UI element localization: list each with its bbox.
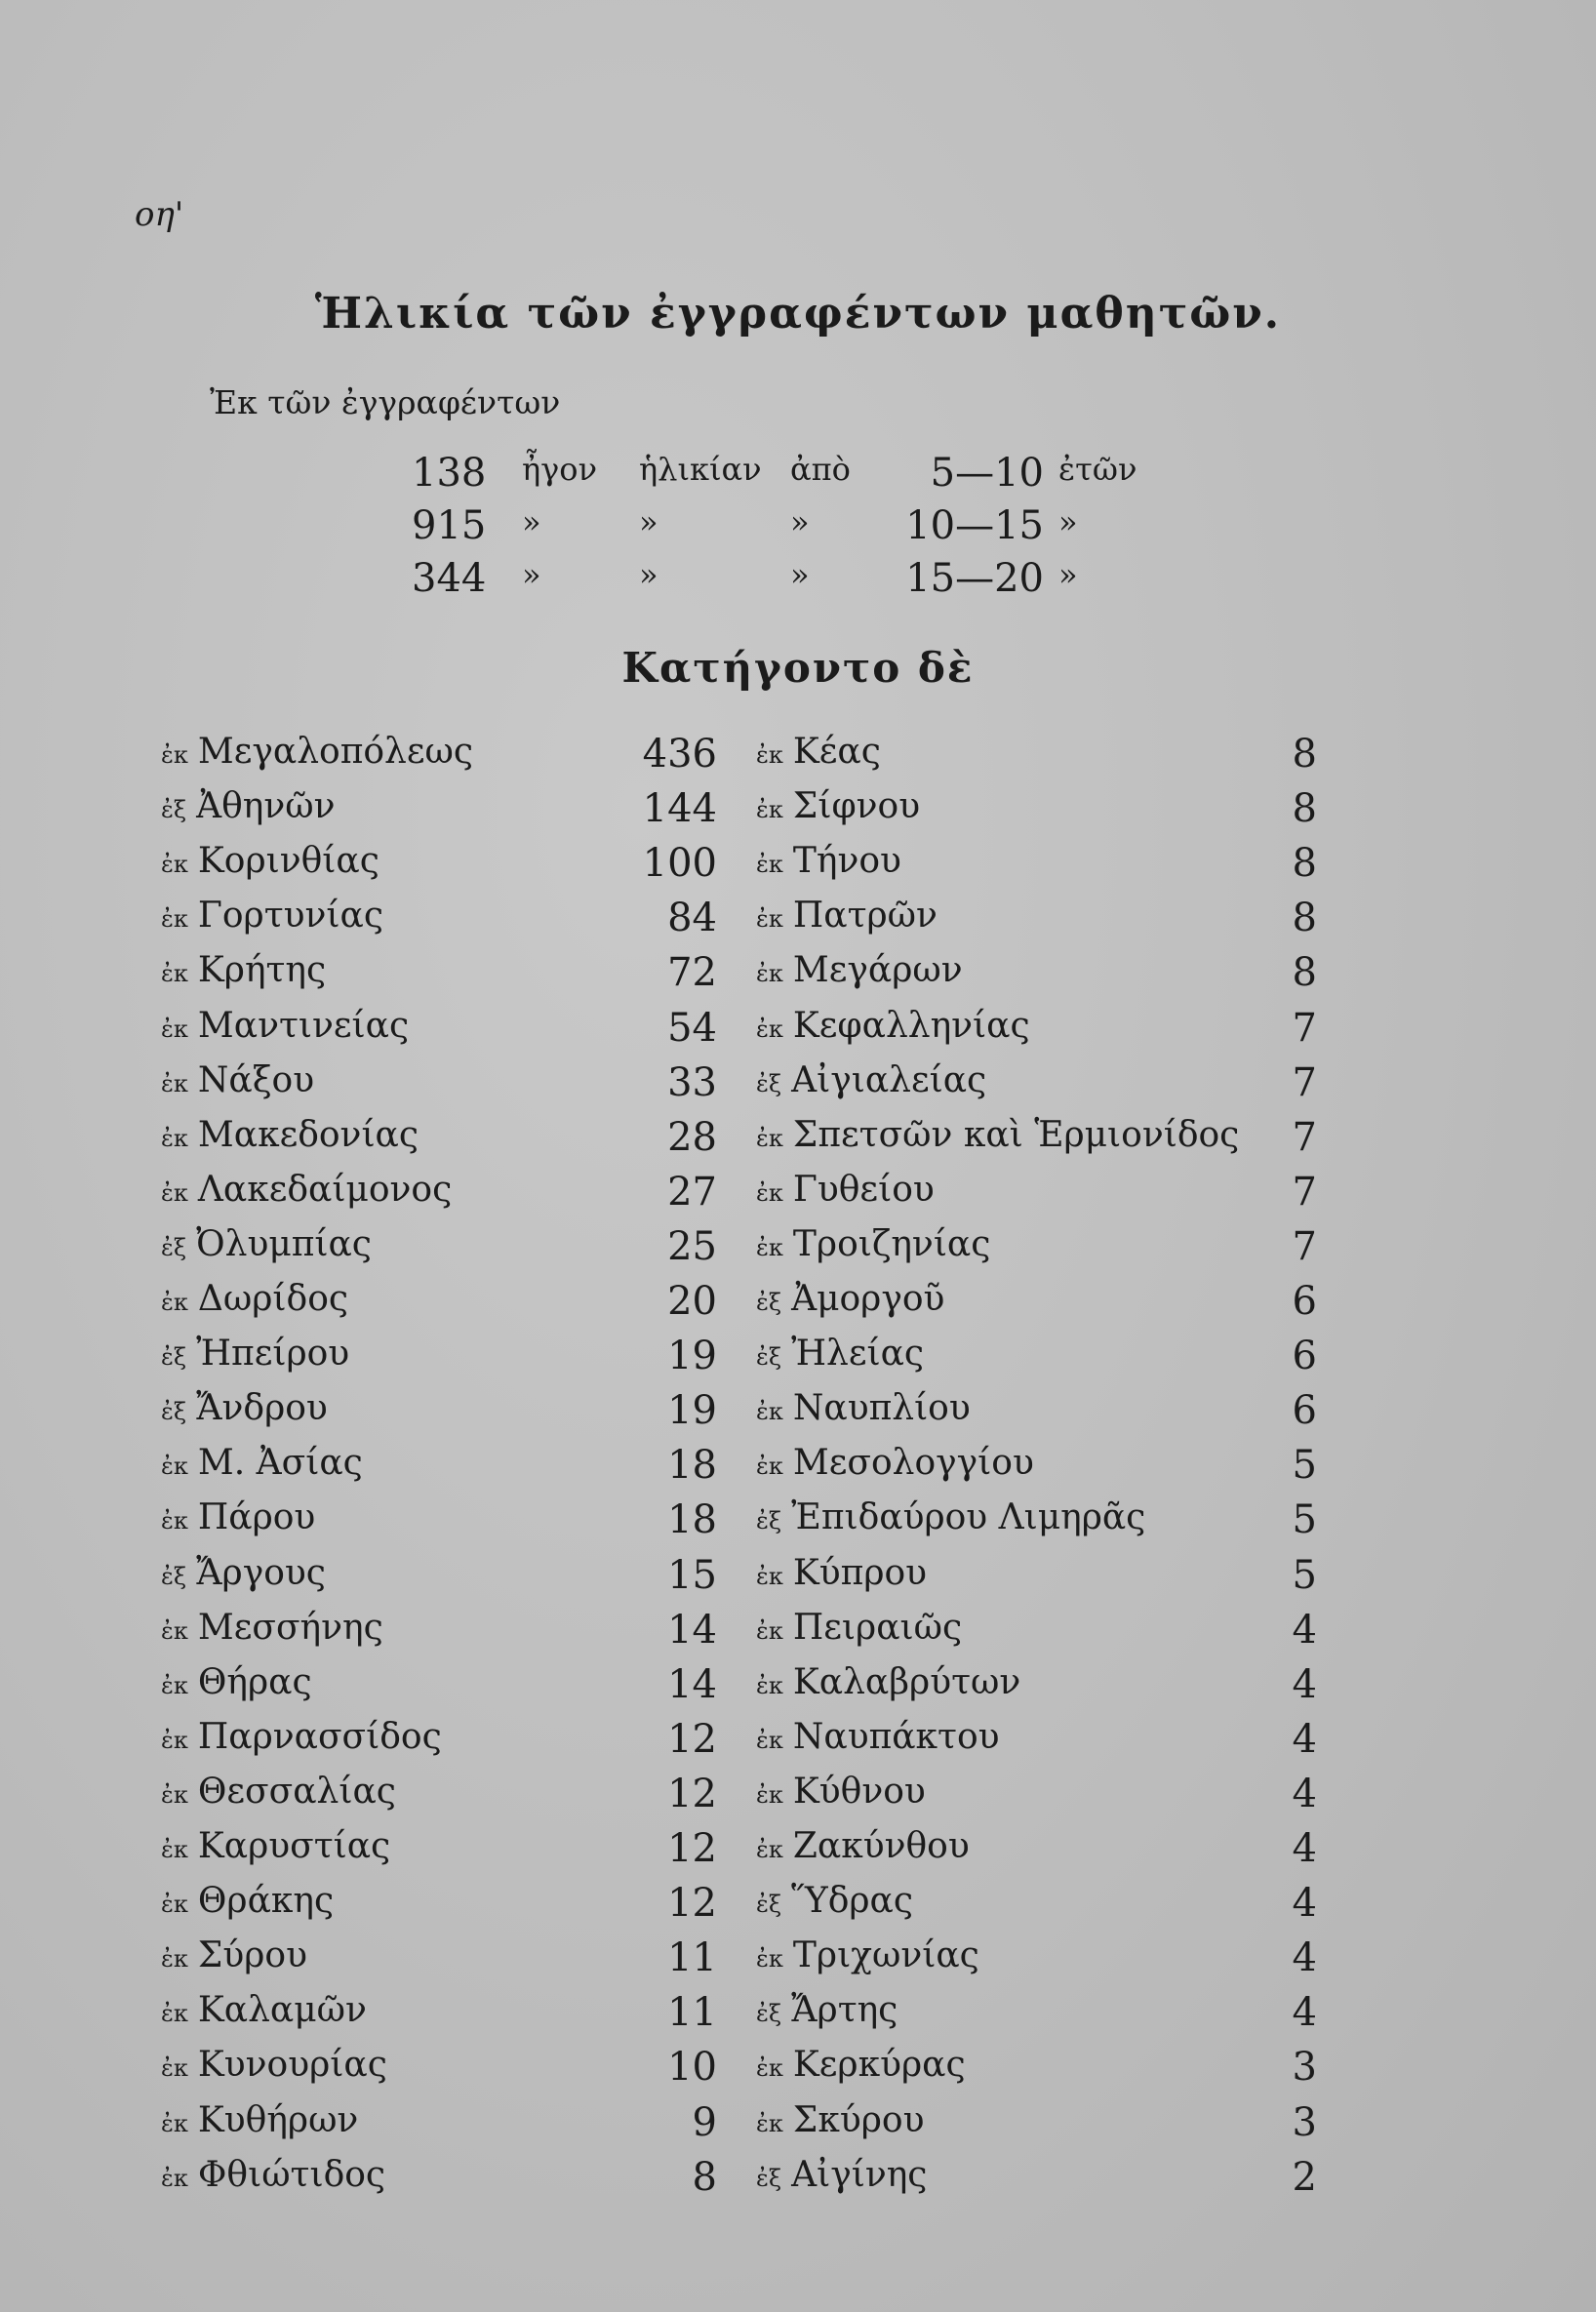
origin-row [0,1060,1596,1115]
age-range: 5—10 [930,451,1044,496]
origin-preposition: ἐκ [756,960,783,987]
origin-place-right [756,1826,970,1866]
origin-place-name: Λακεδαίμονος [197,1170,453,1210]
age-word: » [790,503,810,540]
origin-place-left [161,950,326,990]
origin-preposition: ἐξ [161,1398,187,1425]
origin-count-right: 4 [1292,1608,1317,1653]
origin-place-name: Αἰγίνης [791,2155,928,2195]
origin-preposition: ἐξ [756,1507,782,1535]
origin-place-right [756,1717,1000,1757]
origin-place-right [756,1334,924,1374]
origin-place-left [161,1334,349,1374]
origin-count-right: 7 [1292,1006,1317,1051]
origin-count-left: 9 [692,2100,717,2145]
origin-count-right: 4 [1292,1990,1317,2035]
origin-preposition: ἐκ [161,1125,188,1152]
origin-count-left: 11 [667,1935,717,1980]
origin-place-name: Μακεδονίας [197,1115,419,1155]
origin-place-name: Τήνου [792,841,901,881]
origin-place-left [161,1006,409,1046]
origin-count-left: 25 [667,1224,717,1269]
origin-place-left [161,896,383,936]
origin-place-name: Ὀλυμπίας [196,1224,372,1264]
origin-place-left [161,1060,314,1100]
origin-count-left: 15 [667,1553,717,1598]
origin-count-right: 8 [1292,732,1317,777]
origin-place-left [161,2155,385,2195]
origin-count-left: 12 [667,1881,717,1926]
origin-preposition: ἐκ [756,1727,783,1754]
intro-text: Ἐκ τῶν ἐγγραφέντων [210,383,561,421]
origin-row [0,1170,1596,1224]
origin-count-right: 7 [1292,1170,1317,1215]
origin-row [0,1935,1596,1990]
page-title: Ἡλικία τῶν ἐγγραφέντων μαθητῶν. [314,289,1282,339]
origin-count-left: 18 [667,1443,717,1488]
age-word: » [1058,556,1078,593]
origin-place-name: Ἄρτης [791,1990,898,2030]
origin-preposition: ἐξ [756,2000,782,2027]
origin-preposition: ἐκ [161,960,188,987]
origin-place-right [756,841,901,881]
origin-place-name: Ἠλείας [791,1334,925,1374]
origin-count-left: 12 [667,1772,717,1816]
origin-place-right [756,1060,986,1100]
age-word: » [639,503,658,540]
origin-place-name: Μ. Ἀσίας [197,1443,363,1483]
origin-preposition: ἐκ [756,1125,783,1152]
origin-count-right: 8 [1292,950,1317,995]
origin-place-left [161,1826,390,1866]
origin-preposition: ἐκ [756,1453,783,1480]
origin-row [0,2155,1596,2210]
origin-place-right [756,1608,962,1648]
origin-place-left [161,2100,358,2140]
origin-place-name: Ναυπάκτου [792,1717,1000,1757]
origin-count-right: 6 [1292,1279,1317,1324]
origin-place-name: Θήρας [197,1662,312,1702]
origin-place-name: Κύθνου [792,1772,926,1812]
age-word: » [1058,503,1078,540]
origin-place-right [756,1443,1034,1483]
age-count: 915 [412,503,487,548]
origin-place-name: Κύπρου [792,1553,928,1593]
age-word: ἦγον [522,451,598,488]
origin-preposition: ἐκ [161,1453,188,1480]
origin-count-right: 8 [1292,841,1317,886]
origin-row [0,732,1596,786]
origin-place-name: Φθιώτιδος [197,2155,386,2195]
origin-place-name: Καλαβρύτων [792,1662,1021,1702]
origin-preposition: ἐκ [756,1179,783,1207]
origin-preposition: ἐκ [756,851,783,878]
origin-place-name: Μαντινείας [197,1006,410,1046]
origin-count-left: 72 [667,950,717,995]
origin-preposition: ἐξ [756,2165,782,2192]
origin-place-right [756,1881,913,1921]
origin-preposition: ἐξ [756,1070,782,1097]
origin-preposition: ἐκ [161,1891,188,1918]
origin-place-name: Παρνασσίδος [197,1717,442,1757]
origin-place-right [756,1115,1239,1155]
origin-place-name: Πάρου [197,1497,316,1537]
origin-count-left: 11 [667,1990,717,2035]
origin-preposition: ἐξ [756,1289,782,1316]
origin-place-name: Καρυστίας [197,1826,391,1866]
origin-place-name: Γυθείου [792,1170,935,1210]
origin-preposition: ἐξ [161,796,187,823]
origin-preposition: ἐκ [161,1727,188,1754]
origin-place-left [161,1388,328,1428]
origin-count-left: 27 [667,1170,717,1215]
origin-preposition: ἐκ [756,2054,783,2082]
origin-preposition: ἐκ [756,2110,783,2137]
origin-place-name: Κερκύρας [792,2045,966,2085]
origin-preposition: ἐκ [161,1945,188,1973]
origin-place-name: Ἀθηνῶν [196,786,336,826]
origin-row [0,786,1596,841]
origin-preposition: ἐκ [161,741,188,769]
origin-count-right: 4 [1292,1662,1317,1707]
origin-row [0,1608,1596,1662]
origin-place-left [161,1662,312,1702]
origin-preposition: ἐκ [161,2054,188,2082]
origin-count-left: 14 [667,1662,717,1707]
origin-place-left [161,786,335,826]
origin-count-left: 20 [667,1279,717,1324]
origin-place-right [756,786,920,826]
origin-count-right: 5 [1292,1553,1317,1598]
origin-place-name: Ἄργους [196,1553,326,1593]
origin-place-right [756,1662,1020,1702]
origin-preposition: ἐκ [756,1234,783,1261]
origin-place-name: Κρήτης [197,950,327,990]
origin-row [0,1388,1596,1443]
origin-count-left: 144 [642,786,717,831]
origin-place-name: Τριχωνίας [792,1935,979,1975]
origin-place-right [756,896,938,936]
origin-preposition: ἐξ [756,1891,782,1918]
origin-row [0,1772,1596,1826]
origin-place-name: Μεγαλοπόλεως [197,732,474,772]
age-count: 138 [412,451,487,496]
origin-row [0,1497,1596,1552]
origin-preposition: ἐξ [161,1563,187,1590]
origin-place-right [756,1935,979,1975]
origin-place-name: Κυθήρων [197,2100,359,2140]
origin-count-left: 19 [667,1388,717,1433]
origin-count-left: 8 [692,2155,717,2200]
origin-place-left [161,1772,396,1812]
origin-count-left: 12 [667,1717,717,1762]
origin-place-name: Πατρῶν [792,896,938,936]
origin-count-right: 3 [1292,2045,1317,2090]
age-range: 10—15 [905,503,1044,548]
origin-place-right [756,2045,966,2085]
origin-count-right: 7 [1292,1224,1317,1269]
origin-count-right: 3 [1292,2100,1317,2145]
origin-count-right: 4 [1292,1772,1317,1816]
origin-preposition: ἐκ [161,905,188,933]
origin-preposition: ἐκ [756,1672,783,1699]
origin-preposition: ἐκ [756,1836,783,1863]
origin-row [0,841,1596,896]
origin-place-name: Ζακύνθου [792,1826,970,1866]
origin-row [0,1443,1596,1497]
origin-row [0,1717,1596,1772]
origin-place-name: Κυνουρίας [197,2045,387,2085]
origin-place-name: Κέας [792,732,881,772]
origin-place-left [161,1608,383,1648]
origin-place-left [161,1279,348,1319]
origin-count-left: 28 [667,1115,717,1160]
origin-place-left [161,1497,315,1537]
origin-preposition: ἐκ [161,1836,188,1863]
origin-preposition: ἐξ [161,1234,187,1261]
origin-preposition: ἐκ [161,1289,188,1316]
origin-count-right: 5 [1292,1443,1317,1488]
origin-place-name: Κεφαλληνίας [792,1006,1030,1046]
origin-place-left [161,1115,419,1155]
origin-place-left [161,1443,363,1483]
origin-place-name: Θράκης [197,1881,335,1921]
origin-place-right [756,1553,927,1593]
origin-place-right [756,1224,990,1264]
origin-preposition: ἐκ [756,796,783,823]
origin-place-name: Γορτυνίας [197,896,383,936]
origin-row [0,1990,1596,2045]
origin-preposition: ἐκ [756,1617,783,1645]
origin-preposition: ἐξ [161,1343,187,1371]
origin-place-right [756,1170,935,1210]
origin-place-name: Σπετσῶν καὶ Ἑρμιονίδος [792,1115,1240,1155]
origin-count-right: 8 [1292,786,1317,831]
origin-place-left [161,1553,326,1593]
origin-count-left: 84 [667,896,717,940]
origin-place-left [161,841,379,881]
origin-count-right: 8 [1292,896,1317,940]
origin-count-right: 4 [1292,1881,1317,1926]
origin-place-name: Ἐπιδαύρου Λιμηρᾶς [791,1497,1146,1537]
origin-place-right [756,1388,971,1428]
origin-place-name: Ναυπλίου [792,1388,971,1428]
origin-place-name: Θεσσαλίας [197,1772,396,1812]
origin-place-left [161,2045,387,2085]
origin-place-name: Μεγάρων [792,950,963,990]
origin-place-name: Πειραιῶς [792,1608,963,1648]
origin-preposition: ἐκ [756,1563,783,1590]
origin-place-name: Καλαμῶν [197,1990,367,2030]
origin-place-right [756,1279,944,1319]
origin-count-right: 7 [1292,1115,1317,1160]
origin-count-right: 2 [1292,2155,1317,2200]
origin-preposition: ἐξ [756,1343,782,1371]
origin-place-right [756,1772,926,1812]
origin-place-name: Κορινθίας [197,841,379,881]
age-count: 344 [412,556,487,601]
origin-place-name: Σίφνου [792,786,921,826]
origin-preposition: ἐκ [161,2000,188,2027]
origin-preposition: ἐκ [161,2165,188,2192]
origin-count-left: 100 [642,841,717,886]
origin-count-left: 54 [667,1006,717,1051]
origin-place-name: Μεσολογγίου [792,1443,1034,1483]
origin-row [0,2045,1596,2099]
origin-preposition: ἐκ [161,1016,188,1043]
origin-count-right: 7 [1292,1060,1317,1105]
origin-preposition: ἐκ [756,1398,783,1425]
origin-count-right: 6 [1292,1334,1317,1378]
origin-preposition: ἐκ [756,1016,783,1043]
origin-count-left: 436 [642,732,717,777]
origin-count-right: 6 [1292,1388,1317,1433]
origin-place-right [756,1006,1030,1046]
age-range: 15—20 [905,556,1044,601]
origin-row [0,1006,1596,1060]
origin-place-name: Αἰγιαλείας [791,1060,987,1100]
origin-row [0,950,1596,1005]
age-word: ἀπὸ [790,451,851,488]
origin-count-left: 14 [667,1608,717,1653]
origin-place-right [756,1497,1145,1537]
origin-preposition: ἐκ [756,1781,783,1809]
origin-row [0,1334,1596,1388]
origin-row [0,1553,1596,1608]
origin-preposition: ἐκ [161,1617,188,1645]
age-word: » [522,503,541,540]
origin-row [0,1279,1596,1334]
origin-place-name: Ὕδρας [791,1881,914,1921]
origin-place-left [161,1935,307,1975]
age-word: » [790,556,810,593]
origin-row [0,896,1596,950]
origin-count-right: 4 [1292,1826,1317,1871]
origin-count-right: 4 [1292,1935,1317,1980]
origin-place-right [756,2100,924,2140]
origin-preposition: ἐκ [756,741,783,769]
origin-count-left: 12 [667,1826,717,1871]
origin-place-name: Σκύρου [792,2100,925,2140]
origin-count-left: 19 [667,1334,717,1378]
origin-place-name: Ἠπείρου [196,1334,350,1374]
origin-place-left [161,732,473,772]
origin-row [0,1224,1596,1279]
age-word: ἡλικίαν [639,451,762,488]
origin-preposition: ἐκ [161,1672,188,1699]
origin-place-name: Ἀμοργοῦ [791,1279,945,1319]
origin-row [0,1881,1596,1935]
origin-preposition: ἐκ [161,2110,188,2137]
origin-place-right [756,950,963,990]
origin-preposition: ἐκ [756,1945,783,1973]
origin-row [0,1826,1596,1881]
origin-row [0,1115,1596,1170]
origin-place-right [756,732,881,772]
origin-place-left [161,1881,334,1921]
origin-preposition: ἐκ [161,1781,188,1809]
origin-place-name: Ἄνδρου [196,1388,328,1428]
origin-count-left: 10 [667,2045,717,2090]
origin-place-right [756,2155,927,2195]
origin-place-left [161,1990,367,2030]
origin-row [0,1662,1596,1717]
age-word: ἐτῶν [1058,451,1137,488]
origin-preposition: ἐκ [161,1179,188,1207]
page-number: οη' [135,195,184,234]
origin-place-right [756,1990,898,2030]
origin-place-name: Σύρου [197,1935,307,1975]
origin-preposition: ἐκ [756,905,783,933]
origin-count-left: 33 [667,1060,717,1105]
origin-count-right: 4 [1292,1717,1317,1762]
origin-place-name: Τροιζηνίας [792,1224,991,1264]
origin-preposition: ἐκ [161,1070,188,1097]
origin-row [0,2100,1596,2155]
origin-preposition: ἐκ [161,851,188,878]
origin-preposition: ἐκ [161,1507,188,1535]
origin-place-name: Νάξου [197,1060,315,1100]
age-word: » [639,556,658,593]
origin-place-left [161,1717,442,1757]
age-word: » [522,556,541,593]
section-subtitle: Κατήγοντο δὲ [621,644,975,692]
origin-place-name: Δωρίδος [197,1279,349,1319]
origin-place-left [161,1224,372,1264]
origin-count-right: 5 [1292,1497,1317,1542]
origin-place-left [161,1170,452,1210]
origin-place-name: Μεσσήνης [197,1608,383,1648]
origin-count-left: 18 [667,1497,717,1542]
